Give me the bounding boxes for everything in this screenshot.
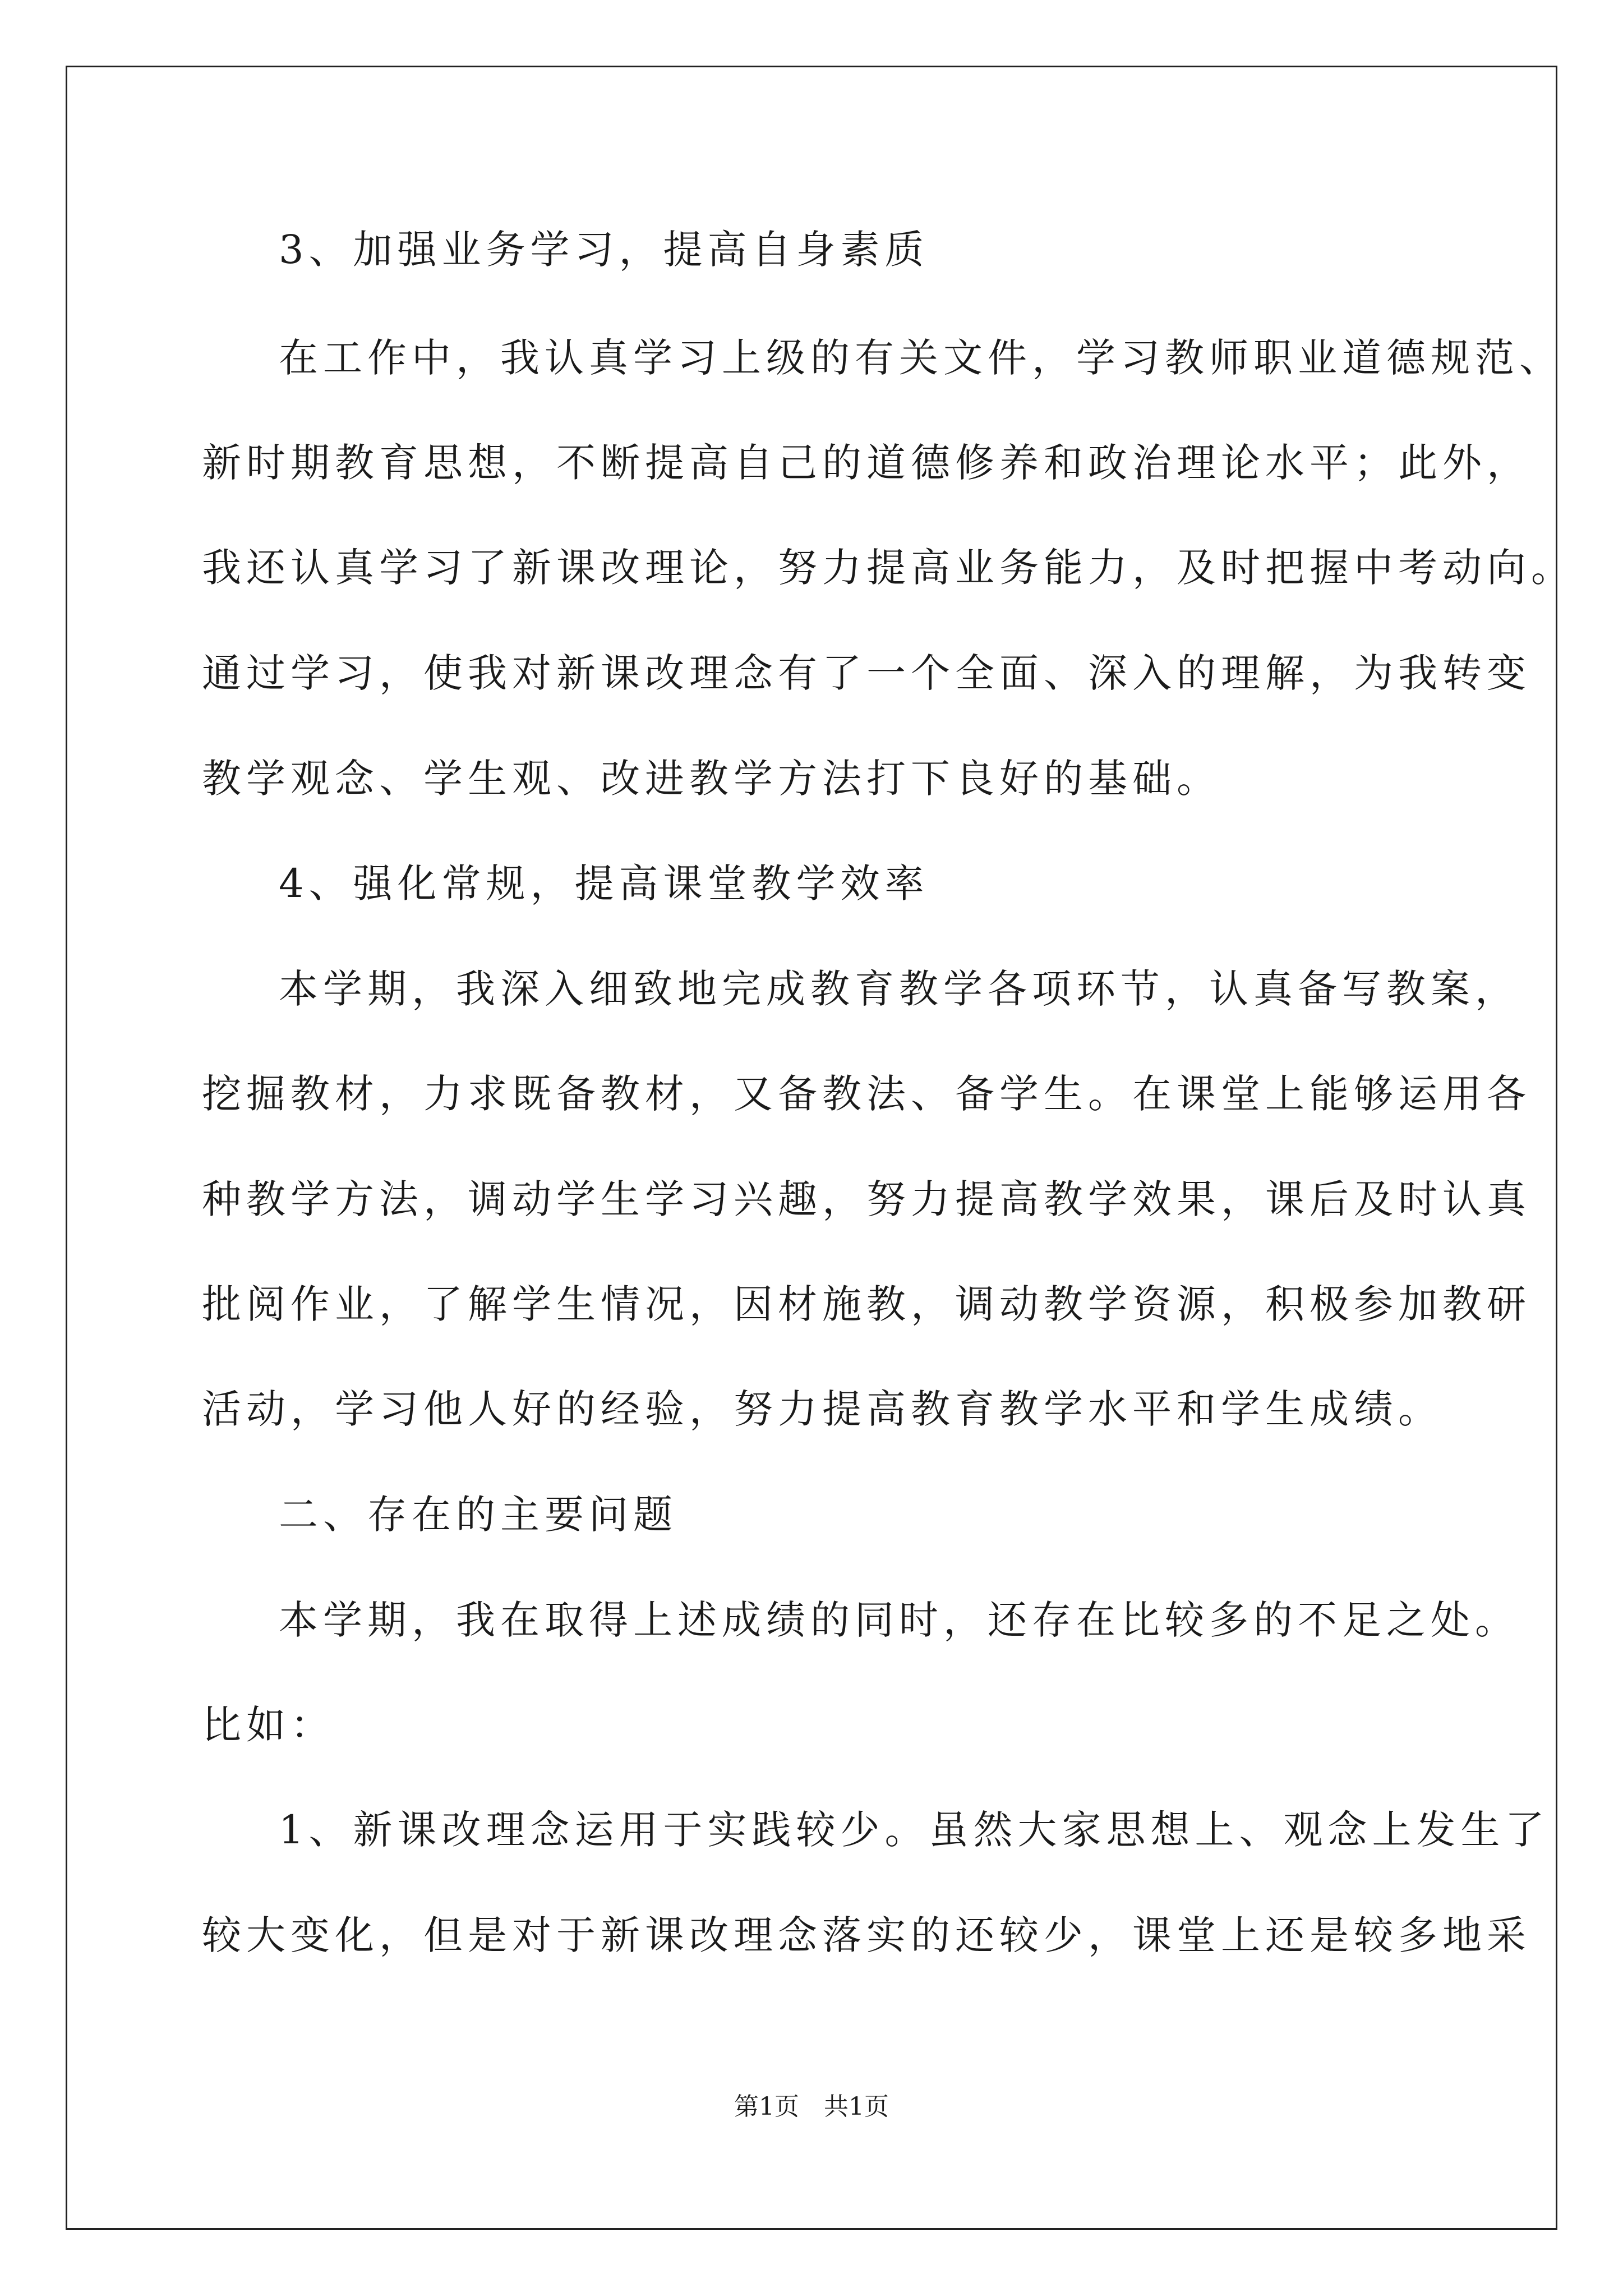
page-number: 第1页 — [734, 2092, 799, 2121]
paragraph-line: 本学期，我在取得上述成绩的同时，还存在比较多的不足之处。 — [279, 1597, 1519, 1643]
paragraph-line: 较大变化，但是对于新课改理念落实的还较少，课堂上还是较多地采 — [202, 1912, 1531, 1958]
paragraph-line: 新时期教育思想，不断提高自己的道德修养和政治理论水平；此外， — [202, 440, 1531, 486]
paragraph-line: 种教学方法，调动学生学习兴趣，努力提高教学效果，课后及时认真 — [202, 1176, 1531, 1222]
section-heading: 4、强化常规，提高课堂教学效率 — [279, 861, 929, 907]
paragraph-line: 我还认真学习了新课改理论，努力提高业务能力，及时把握中考动向。 — [202, 545, 1575, 591]
paragraph-line: 比如： — [202, 1702, 335, 1748]
page-footer — [0, 2091, 1623, 2123]
paragraph-line: 教学观念、学生观、改进教学方法打下良好的基础。 — [202, 756, 1221, 802]
paragraph-line: 1、新课改理念运用于实践较少。虽然大家思想上、观念上发生了 — [279, 1807, 1550, 1853]
section-heading: 二、存在的主要问题 — [279, 1492, 677, 1538]
paragraph-line: 在工作中，我认真学习上级的有关文件，学习教师职业道德规范、 — [279, 335, 1564, 381]
paragraph-line: 挖掘教材，力求既备教材，又备教法、备学生。在课堂上能够运用各 — [202, 1071, 1531, 1117]
paragraph-line: 批阅作业，了解学生情况，因材施教，调动教学资源，积极参加教研 — [202, 1281, 1531, 1327]
section-heading: 3、加强业务学习，提高自身素质 — [279, 227, 929, 273]
total-pages: 共1页 — [824, 2092, 889, 2121]
page-border — [66, 66, 1557, 2230]
paragraph-line: 活动，学习他人好的经验，努力提高教育教学水平和学生成绩。 — [202, 1386, 1442, 1432]
paragraph-line: 本学期，我深入细致地完成教育教学各项环节，认真备写教案， — [279, 966, 1519, 1012]
paragraph-line: 通过学习，使我对新课改理念有了一个全面、深入的理解，为我转变 — [202, 650, 1531, 696]
